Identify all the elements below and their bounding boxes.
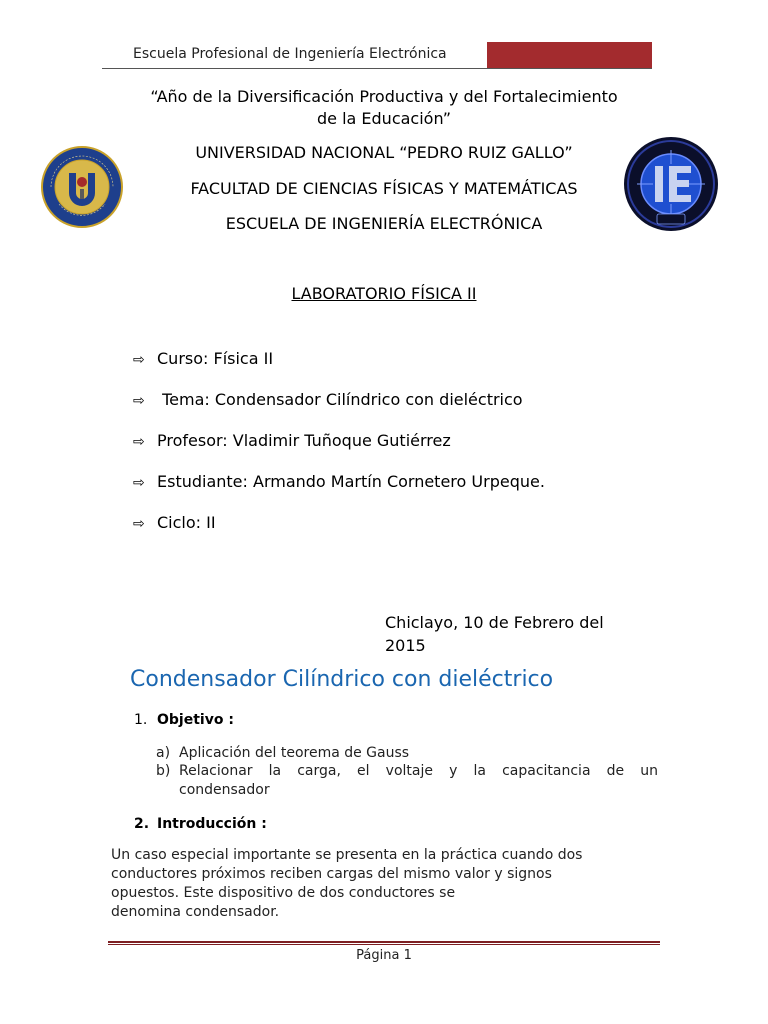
header-accent-bar bbox=[487, 42, 652, 68]
paragraph-line: opuestos. Este dispositivo de dos conductores se bbox=[111, 885, 456, 901]
section-title: Objetivo : bbox=[157, 712, 234, 728]
list-item-tema bbox=[133, 390, 523, 409]
list-item-estudiante bbox=[133, 472, 545, 491]
arrow-icon: ⇨ bbox=[133, 475, 145, 491]
school-name: ESCUELA DE INGENIERÍA ELECTRÓNICA bbox=[225, 214, 543, 233]
list-marker: b) bbox=[156, 763, 171, 779]
arrow-icon: ⇨ bbox=[133, 434, 145, 450]
objective-text: Relacionar la carga, el voltaje y la capacitancia de un bbox=[179, 763, 658, 779]
place-date-line-2: 2015 bbox=[385, 636, 426, 655]
faculty-name: FACULTAD DE CIENCIAS FÍSICAS Y MATEMÁTICAS bbox=[190, 179, 578, 198]
list-item-text: Estudiante: Armando Martín Cornetero Urpeque. bbox=[157, 472, 545, 491]
university-name: UNIVERSIDAD NACIONAL “PEDRO RUIZ GALLO” bbox=[195, 143, 573, 162]
objective-text: Aplicación del teorema de Gauss bbox=[179, 745, 410, 761]
list-item-text: Tema: Condensador Cilíndrico con dieléctrico bbox=[157, 390, 523, 409]
objective-b bbox=[156, 762, 658, 800]
footer-rule-thin bbox=[108, 944, 660, 945]
list-item-ciclo bbox=[133, 513, 216, 532]
page-number: Página 1 bbox=[356, 948, 412, 963]
motto-line-1: “Año de la Diversificación Productiva y del Fortalecimiento bbox=[150, 87, 618, 106]
list-item-text: Profesor: Vladimir Tuñoque Gutiérrez bbox=[157, 431, 451, 450]
objective-text-continued: condensador bbox=[179, 782, 270, 798]
section-number: 2. bbox=[134, 816, 150, 832]
objective-a bbox=[156, 745, 658, 761]
motto-line-2: de la Educación” bbox=[316, 109, 451, 128]
section-number: 1. bbox=[134, 712, 148, 728]
motto bbox=[0, 86, 768, 130]
arrow-icon: ⇨ bbox=[133, 516, 145, 532]
place-date-line-1: Chiclayo, 10 de Febrero del bbox=[385, 613, 604, 632]
paragraph-line: denomina condensador. bbox=[111, 904, 280, 920]
paragraph-line: conductores próximos reciben cargas del mismo valor y signos bbox=[111, 866, 552, 882]
list-item-profesor bbox=[133, 431, 451, 450]
list-marker: a) bbox=[156, 745, 171, 761]
introduction-paragraph bbox=[111, 846, 671, 922]
list-item-text: Curso: Física II bbox=[157, 349, 274, 368]
section-title: Introducción : bbox=[157, 816, 267, 832]
section-objetivo-heading bbox=[134, 712, 234, 728]
university-seal-logo bbox=[41, 146, 123, 228]
arrow-icon: ⇨ bbox=[133, 352, 145, 368]
paragraph-line: Un caso especial importante se presenta en la práctica cuando dos bbox=[111, 847, 583, 863]
header-rule bbox=[102, 68, 652, 69]
list-item-text: Ciclo: II bbox=[157, 513, 216, 532]
section-introduccion-heading bbox=[134, 816, 267, 832]
list-item-curso bbox=[133, 349, 273, 368]
footer-rule bbox=[108, 941, 660, 943]
arrow-icon: ⇨ bbox=[133, 393, 145, 409]
lab-title: LABORATORIO FÍSICA II bbox=[291, 284, 477, 303]
place-date bbox=[385, 611, 655, 657]
page-header: Escuela Profesional de Ingeniería Electrónica bbox=[133, 46, 447, 62]
document-title: Condensador Cilíndrico con dieléctrico bbox=[130, 667, 554, 692]
school-emblem-logo bbox=[623, 136, 719, 232]
